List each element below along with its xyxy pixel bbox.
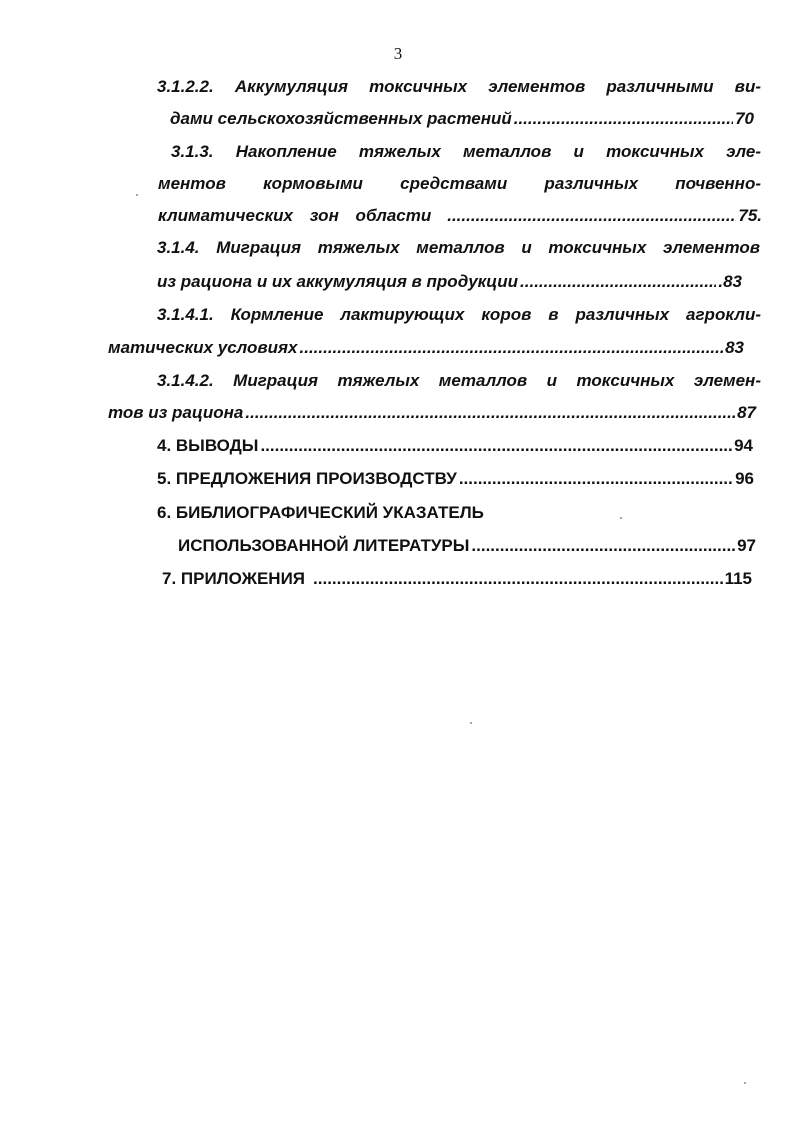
toc-entry-3-1-3-line-2: ментов кормовыми средствами различных почвенно- [158, 174, 761, 193]
toc-entry-3-1-4-1-line-1: 3.1.4.1. Кормление лактирующих коров в различных агрокли- [157, 305, 761, 324]
toc-page-number: 96 [735, 469, 754, 488]
toc-entry-title: 5. ПРЕДЛОЖЕНИЯ ПРОИЗВОДСТВУ [157, 469, 457, 488]
toc-page-number: 83 [725, 338, 744, 357]
leader-dots [300, 337, 724, 359]
toc-entry-3-1-2-2-line-1: 3.1.2.2. Аккумуляция токсичных элементов различными ви- [157, 77, 761, 96]
toc-entry-3-1-4-1-line-2 [108, 337, 744, 359]
toc-page-number: 70 [735, 109, 754, 128]
toc-page-number: 87 [737, 403, 756, 422]
leader-dots [520, 271, 716, 293]
toc-entry-6-line-1: 6. БИБЛИОГРАФИЧЕСКИЙ УКАЗАТЕЛЬ [157, 503, 484, 522]
toc-entry-3-1-4-line-2 [157, 271, 742, 293]
toc-entry-title: 7. ПРИЛОЖЕНИЯ [162, 569, 306, 588]
scan-speck [620, 517, 622, 519]
toc-entry-7 [162, 568, 752, 590]
toc-entry-6-line-2 [178, 535, 756, 557]
toc-page-number: 115 [724, 569, 752, 588]
toc-entry-title: ИСПОЛЬЗОВАННОЙ ЛИТЕРАТУРЫ [178, 536, 470, 555]
toc-entry-title: матических условиях [108, 338, 298, 357]
toc-entry-title: климатических зон области [158, 206, 432, 225]
toc-entry-title: из рациона и их аккумуляция в продукции [157, 272, 519, 291]
leader-dots [447, 205, 736, 227]
toc-entry-title: дами сельскохозяйственных растений [170, 109, 512, 128]
toc-entry-title: тов из рациона [108, 403, 244, 422]
leader-dots [260, 435, 732, 457]
toc-entry-3-1-4-2-line-2 [108, 402, 756, 424]
toc-entry-3-1-3-line-1: 3.1.3. Накопление тяжелых металлов и токсичных эле- [171, 142, 761, 161]
toc-entry-3-1-3-line-3 [158, 205, 762, 227]
toc-entry-title: 4. ВЫВОДЫ [157, 436, 259, 455]
toc-entry-5 [157, 468, 754, 490]
toc-entry-3-1-4-2-line-1: 3.1.4.2. Миграция тяжелых металлов и токсичных элемен- [157, 371, 761, 390]
scan-speck [470, 722, 472, 724]
scan-speck [136, 194, 138, 196]
toc-page-number: 94 [734, 436, 753, 455]
toc-entry-3-1-2-2-line-2 [170, 108, 754, 130]
toc-entry-3-1-4-line-1: 3.1.4. Миграция тяжелых металлов и токсичных элементов [157, 238, 760, 257]
toc-entry-4 [157, 435, 753, 457]
scan-speck [744, 1082, 746, 1084]
toc-page-number: 75. [738, 206, 762, 225]
toc-page-number: .83 [718, 272, 742, 291]
leader-dots [245, 402, 735, 424]
leader-dots [313, 568, 723, 590]
leader-dots [514, 108, 733, 130]
page-number: 3 [393, 44, 403, 63]
toc-page-number: 97 [737, 536, 756, 555]
leader-dots [471, 535, 735, 557]
leader-dots [459, 468, 733, 490]
